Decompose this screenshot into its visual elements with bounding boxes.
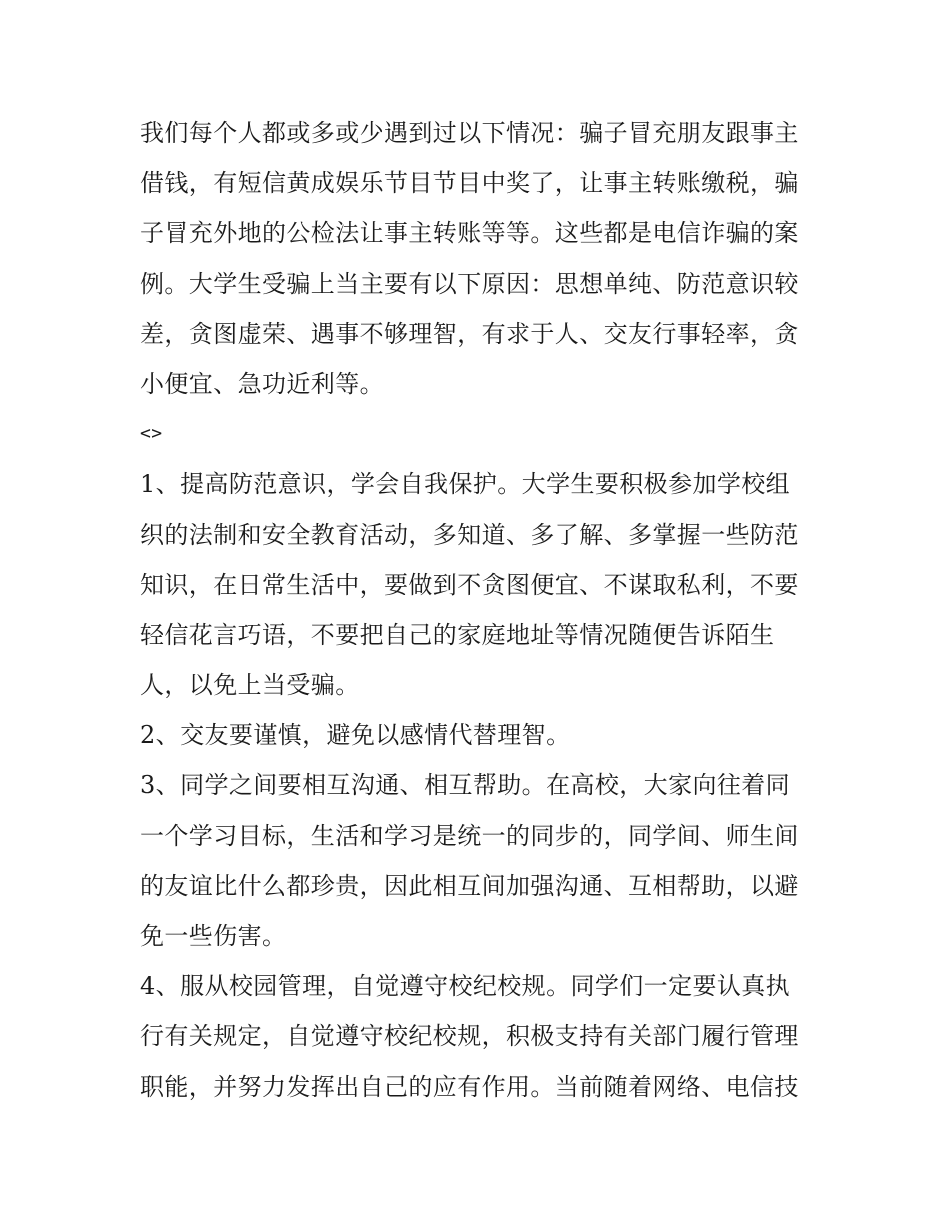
text-line: 4、服从校园管理，自觉遵守校纪校规。同学们一定要认真执 [140, 972, 791, 1001]
text-line: 3、同学之间要相互沟通、相互帮助。在高校，大家向往着同 [140, 771, 791, 800]
angle-brackets-symbol: <> [140, 423, 163, 445]
text-line: 行有关规定，自觉遵守校纪校规，积极支持有关部门履行管理 [140, 1022, 799, 1051]
text-line: 职能，并努力发挥出自己的应有作用。当前随着网络、电信技 [140, 1072, 799, 1101]
text-line: 子冒充外地的公检法让事主转账等等。这些都是电信诈骗的案 [140, 219, 799, 248]
text-line: 借钱，有短信黄成娱乐节目节目中奖了，让事主转账缴税，骗 [140, 169, 799, 198]
text-line: 轻信花言巧语，不要把自己的家庭地址等情况随便告诉陌生 [140, 620, 775, 649]
text-line: 的友谊比什么都珍贵，因此相互间加强沟通、互相帮助，以避 [140, 871, 799, 900]
text-line: 一个学习目标，生活和学习是统一的同步的，同学间、师生间 [140, 821, 799, 850]
text-line: 例。大学生受骗上当主要有以下原因：思想单纯、防范意识较 [140, 269, 799, 298]
text-line: 知识，在日常生活中，要做到不贪图便宜、不谋取私利，不要 [140, 570, 799, 599]
document-body [140, 108, 820, 1112]
text-line: 差，贪图虚荣、遇事不够理智，有求于人、交友行事轻率，贪 [140, 319, 799, 348]
text-line: 1、提高防范意识，学会自我保护。大学生要积极参加学校组 [140, 470, 791, 499]
text-line: 2、交友要谨慎，避免以感情代替理智。 [140, 721, 571, 750]
text-line: 我们每个人都或多或少遇到过以下情况：骗子冒充朋友跟事主 [140, 119, 799, 147]
text-line: 织的法制和安全教育活动，多知道、多了解、多掌握一些防范 [140, 520, 799, 549]
text-line: 人，以免上当受骗。 [140, 671, 360, 700]
text-line: 免一些伤害。 [140, 922, 287, 950]
text-line: 小便宜、急功近利等。 [140, 369, 384, 398]
